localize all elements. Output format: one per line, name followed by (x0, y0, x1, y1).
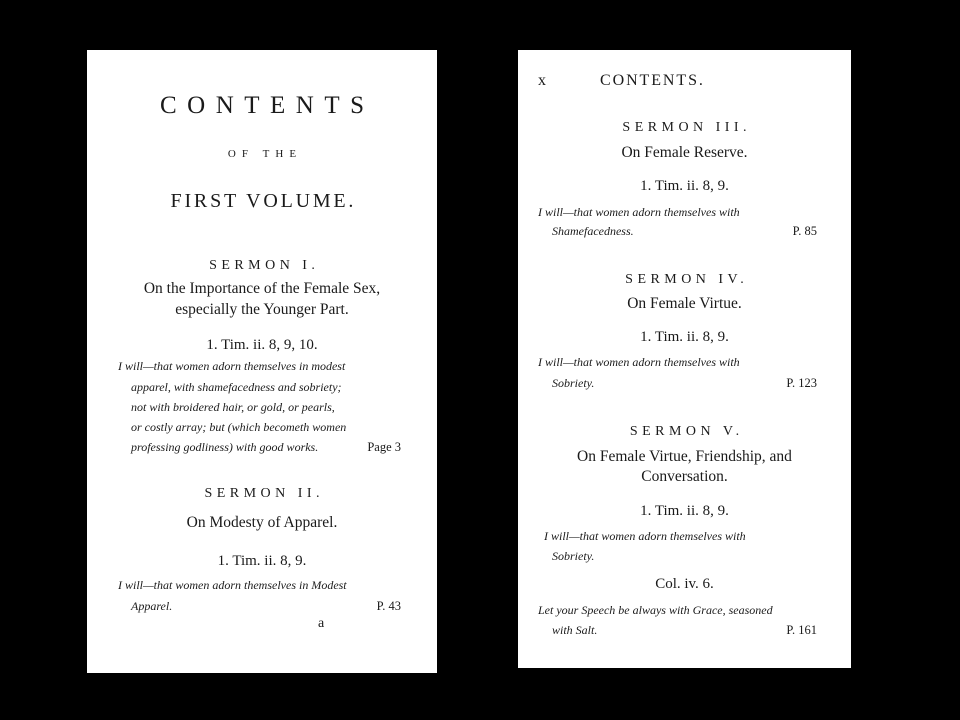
sermon-2-text-line: Apparel. (131, 599, 173, 613)
sermon-5-page: P. 161 (786, 623, 817, 637)
sermon-1-heading: SERMON I. (209, 258, 320, 273)
sermon-5-text-line: Sobriety. (552, 549, 595, 563)
sermon-1-text-line: I will—that women adorn themselves in modest (118, 359, 346, 373)
sermon-3-reference: 1. Tim. ii. 8, 9. (640, 178, 729, 194)
sermon-3-text-line: I will—that women adorn themselves with (538, 205, 740, 219)
sermon-2-page: P. 43 (376, 599, 401, 613)
sermon-2-text-line: I will—that women adorn themselves in Modest (118, 578, 347, 592)
sermon-1-title-line: On the Importance of the Female Sex, (143, 280, 381, 297)
sermon-5-reference: 1. Tim. ii. 8, 9. (640, 503, 729, 519)
sermon-3-title: On Female Reserve. (621, 144, 748, 161)
sermon-2-title: On Modesty of Apparel. (186, 514, 338, 531)
contents-title: CONTENTS (159, 92, 375, 119)
sermon-5-text-line: I will—that women adorn themselves with (544, 529, 746, 543)
sermon-5-heading: SERMON V. (629, 424, 744, 439)
sermon-2-heading: SERMON II. (204, 486, 324, 501)
sermon-4-text-line: Sobriety. (552, 376, 595, 390)
sermon-5-title-line: On Female Virtue, Friendship, and (577, 448, 792, 465)
sermon-2-text-line-last (131, 599, 401, 614)
left-page (87, 50, 437, 673)
sermon-4-text-line-last (552, 376, 817, 391)
sermon-5-text-2-line: Let your Speech be always with Grace, seasoned (538, 603, 773, 617)
sermon-3-heading: SERMON III. (622, 120, 752, 135)
sermon-4-text-line: I will—that women adorn themselves with (538, 355, 740, 369)
sermon-4-title: On Female Virtue. (627, 295, 742, 312)
sermon-4-heading: SERMON IV. (625, 272, 749, 287)
sermon-2-reference: 1. Tim. ii. 8, 9. (217, 553, 307, 569)
sermon-3-text-line: Shamefacedness. (552, 224, 634, 238)
running-header: CONTENTS. (600, 72, 705, 89)
signature-mark: a (318, 616, 325, 631)
sermon-1-reference: 1. Tim. ii. 8, 9, 10. (206, 337, 318, 353)
sermon-1-title-line: especially the Younger Part. (175, 301, 349, 318)
volume-title: FIRST VOLUME. (170, 190, 357, 212)
of-the-subtitle: OF THE (227, 148, 303, 160)
sermon-5-text-2-line-last (552, 623, 817, 638)
sermon-1-text-line: not with broidered hair, or gold, or pearls, (131, 400, 335, 414)
sermon-5-title-line: Conversation. (641, 468, 728, 485)
sermon-1-text-line: or costly array; but (which becometh women (131, 420, 347, 434)
sermon-4-reference: 1. Tim. ii. 8, 9. (640, 329, 729, 345)
sermon-4-page: P. 123 (786, 376, 817, 390)
sermon-1-text-line: apparel, with shamefacedness and sobriety; (131, 380, 342, 394)
sermon-3-text-line-last (552, 224, 817, 239)
sermon-1-text-line: professing godliness) with good works. (131, 440, 319, 454)
sermon-1-page: Page 3 (367, 440, 401, 454)
sermon-5-text-2-line: with Salt. (552, 623, 598, 637)
sermon-3-page: P. 85 (792, 224, 817, 238)
page-number: x (538, 72, 546, 89)
sermon-5-reference-2: Col. iv. 6. (655, 576, 714, 592)
sermon-1-text-line-last (131, 440, 401, 455)
right-page (518, 50, 851, 668)
